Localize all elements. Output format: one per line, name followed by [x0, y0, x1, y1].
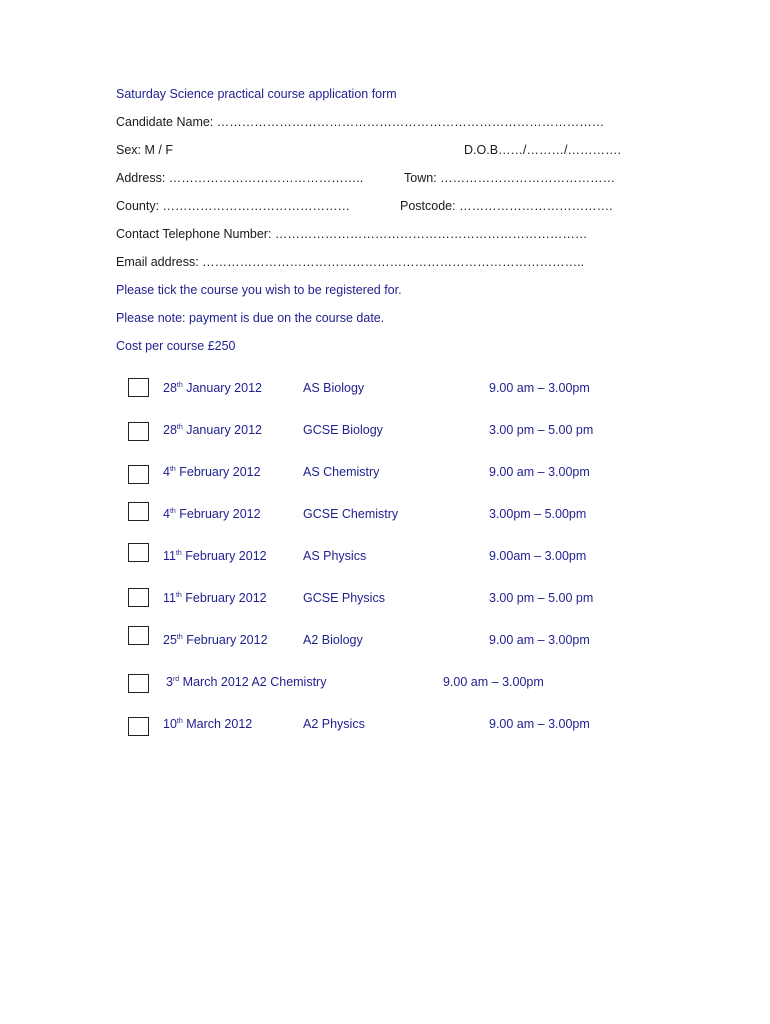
- course-date: [163, 591, 267, 605]
- course-checkbox[interactable]: [128, 422, 149, 441]
- course-date-day: 10: [163, 717, 177, 731]
- course-date-rest: February 2012: [175, 465, 261, 479]
- course-subject: GCSE Biology: [303, 423, 383, 437]
- course-date-rest: February 2012: [175, 507, 261, 521]
- telephone-field[interactable]: Contact Telephone Number: …………………………………………………………………: [116, 227, 588, 241]
- course-date-rest: March 2012 A2 Chemistry: [179, 675, 327, 689]
- course-date-suffix: th: [176, 634, 183, 641]
- course-date-day: 25: [163, 633, 177, 647]
- course-date-day: 3: [166, 675, 173, 689]
- course-checkbox[interactable]: [128, 717, 149, 736]
- course-checkbox[interactable]: [128, 502, 149, 521]
- course-date-rest: February 2012: [181, 591, 267, 605]
- address-field[interactable]: Address: ………………………………………..: [116, 171, 364, 185]
- course-date-day: 4: [163, 507, 170, 521]
- payment-note: Please note: payment is due on the course date.: [116, 311, 385, 325]
- course-date-rest: January 2012: [182, 423, 262, 437]
- course-checkbox[interactable]: [128, 378, 149, 397]
- course-date-suffix: th: [176, 718, 183, 725]
- postcode-field[interactable]: Postcode: ……………………………….: [400, 199, 613, 213]
- course-date-day: 28: [163, 381, 177, 395]
- course-date-rest: February 2012: [182, 633, 268, 647]
- course-date-day: 11: [163, 549, 176, 563]
- course-checkbox[interactable]: [128, 674, 149, 693]
- course-time: 3.00 pm – 5.00 pm: [489, 591, 594, 605]
- course-time: 9.00am – 3.00pm: [489, 549, 587, 563]
- email-field[interactable]: Email address: ………………………………………………………………………………..: [116, 255, 585, 269]
- course-date-suffix: th: [176, 382, 183, 389]
- course-date: [163, 507, 261, 521]
- form-title: Saturday Science practical course application form: [116, 87, 397, 101]
- course-date: [163, 423, 262, 437]
- course-checkbox[interactable]: [128, 588, 149, 607]
- course-checkbox[interactable]: [128, 465, 149, 484]
- course-date: [163, 465, 261, 479]
- course-date-rest: January 2012: [182, 381, 262, 395]
- course-time: 9.00 am – 3.00pm: [489, 465, 590, 479]
- course-time: 9.00 am – 3.00pm: [489, 633, 590, 647]
- course-date-suffix: th: [175, 550, 182, 557]
- course-date-suffix: th: [176, 424, 183, 431]
- course-date-suffix: th: [169, 508, 176, 515]
- course-subject: A2 Physics: [303, 717, 365, 731]
- course-checkbox[interactable]: [128, 626, 149, 645]
- course-date: [163, 549, 267, 563]
- course-date: [166, 675, 326, 689]
- course-subject: GCSE Physics: [303, 591, 385, 605]
- course-subject: A2 Biology: [303, 633, 363, 647]
- course-date-suffix: th: [169, 466, 176, 473]
- course-date-suffix: rd: [172, 676, 180, 683]
- course-date: [163, 381, 262, 395]
- course-date-rest: March 2012: [182, 717, 253, 731]
- candidate-name-field[interactable]: Candidate Name: …………………………………………………………………………………: [116, 115, 605, 129]
- course-subject: GCSE Chemistry: [303, 507, 399, 521]
- course-time: 9.00 am – 3.00pm: [443, 675, 544, 689]
- course-date-day: 4: [163, 465, 170, 479]
- town-field[interactable]: Town: ……………………………………: [404, 171, 616, 185]
- cost-note: Cost per course £250: [116, 339, 236, 353]
- course-subject: AS Chemistry: [303, 465, 380, 479]
- course-date: [163, 717, 252, 731]
- course-time: 3.00pm – 5.00pm: [489, 507, 587, 521]
- course-date-day: 28: [163, 423, 177, 437]
- course-time: 9.00 am – 3.00pm: [489, 381, 590, 395]
- course-date: [163, 633, 268, 647]
- sex-field[interactable]: Sex: M / F: [116, 143, 173, 157]
- course-checkbox[interactable]: [128, 543, 149, 562]
- course-date-suffix: th: [175, 592, 182, 599]
- course-date-rest: February 2012: [181, 549, 267, 563]
- county-field[interactable]: County: ………………………………………: [116, 199, 351, 213]
- course-subject: AS Biology: [303, 381, 365, 395]
- tick-instruction: Please tick the course you wish to be registered for.: [116, 283, 402, 297]
- course-time: 3.00 pm – 5.00 pm: [489, 423, 594, 437]
- course-date-day: 11: [163, 591, 176, 605]
- dob-field[interactable]: D.O.B……/………/………….: [464, 143, 621, 157]
- course-subject: AS Physics: [303, 549, 367, 563]
- course-time: 9.00 am – 3.00pm: [489, 717, 590, 731]
